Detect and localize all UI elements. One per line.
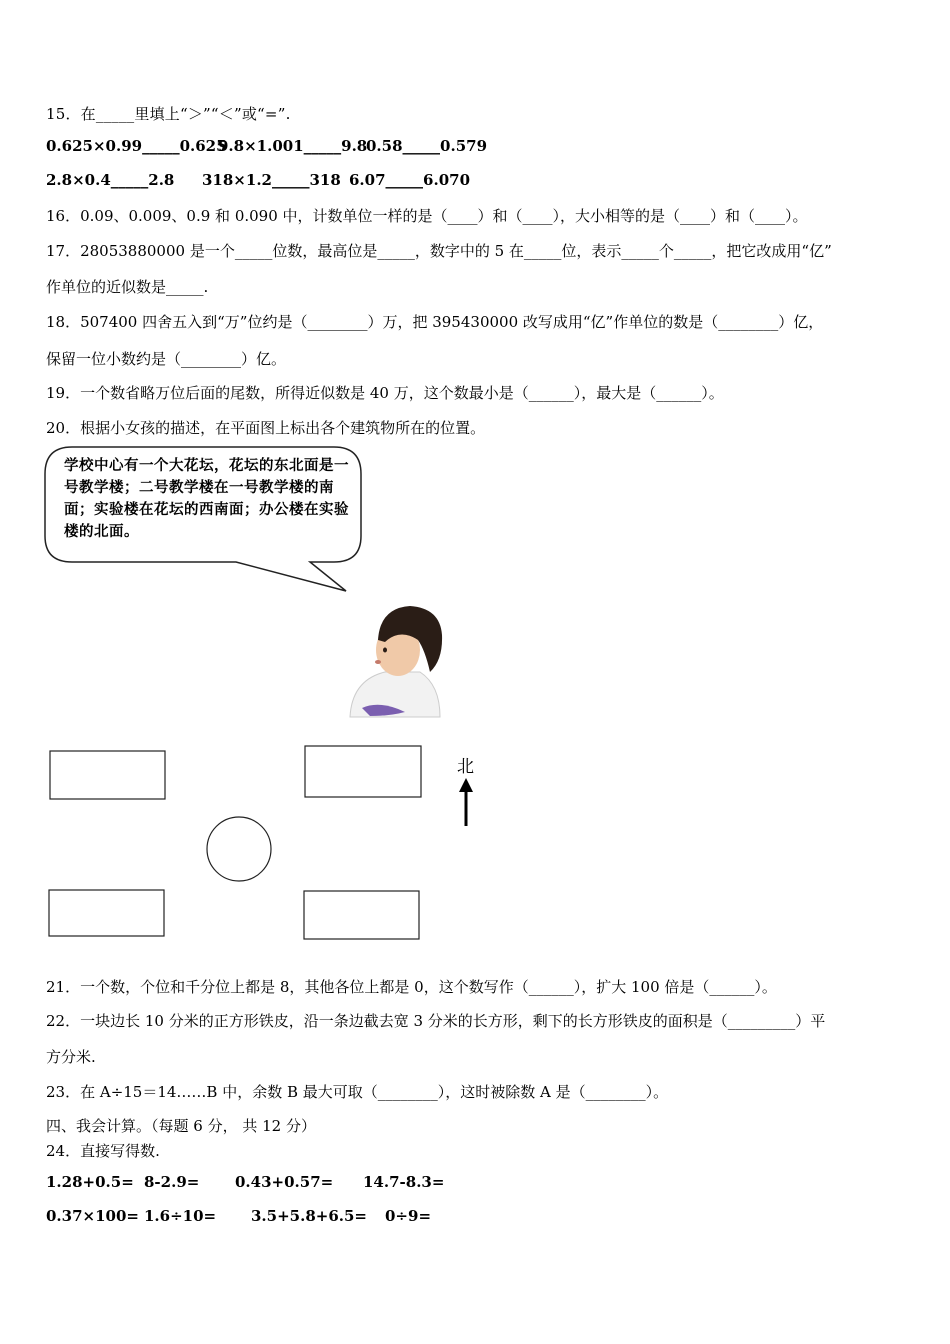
map-building-southwest	[49, 890, 164, 936]
map-flower-bed	[207, 817, 271, 881]
q24-item: 8-2.9=	[144, 1173, 200, 1191]
q24-item: 0.37×100=	[46, 1207, 139, 1225]
q17-line1: 17．28053880000 是一个_____位数，最高位是_____，数字中的 5 在_____位，表示_____个_____，把它改成用“亿”	[46, 242, 832, 260]
q24-row2	[46, 1207, 431, 1225]
q15-item: 9.8×1.001_____9.8	[218, 137, 368, 155]
q23-text: 23．在 A÷15＝14……B 中，余数 B 最大可取（________），这时被除数 A 是（________）。	[46, 1083, 669, 1101]
section-4-heading: 四、我会计算。（每题 6 分， 共 12 分）	[46, 1117, 316, 1135]
q24-item: 0÷9=	[385, 1207, 432, 1225]
q16-text: 16．0.09、0.009、0.9 和 0.090 中，计数单位一样的是（____）和（____），大小相等的是（____）和（____）。	[46, 207, 808, 225]
q15-item: 318×1.2_____318	[202, 171, 341, 189]
speech-text: 学校中心有一个大花坛，花坛的东北面是一号教学楼；二号教学楼在一号教学楼的南面；实验楼在花坛的西南面；办公楼在实验楼的北面。	[64, 458, 349, 540]
girl-illustration	[350, 606, 442, 717]
q22-line2: 方分米.	[46, 1048, 96, 1066]
q19-text: 19．一个数省略万位后面的尾数，所得近似数是 40 万，这个数最小是（______），最大是（______）。	[46, 384, 724, 402]
q15-item: 2.8×0.4_____2.8	[46, 171, 175, 189]
q15-item: 0.58_____0.579	[366, 137, 488, 155]
q24-item: 1.6÷10=	[144, 1207, 217, 1225]
map-building-northwest	[50, 751, 165, 799]
q21-text: 21．一个数，个位和千分位上都是 8，其他各位上都是 0，这个数写作（______），扩大 100 倍是（______）。	[46, 978, 777, 996]
q15-item: 6.07_____6.070	[349, 171, 471, 189]
q24-prompt: 24．直接写得数.	[46, 1142, 160, 1160]
q17-line2: 作单位的近似数是_____.	[46, 278, 209, 296]
q20-prompt: 20．根据小女孩的描述，在平面图上标出各个建筑物所在的位置。	[46, 419, 486, 437]
north-label: 北	[457, 757, 474, 777]
q24-item: 0.43+0.57=	[235, 1173, 334, 1191]
q22-line1: 22．一块边长 10 分米的正方形铁皮，沿一条边截去宽 3 分米的长方形，剩下的长方形铁皮的面积是（_________）平	[46, 1012, 826, 1030]
q24-item: 1.28+0.5=	[46, 1173, 134, 1191]
map-building-northeast	[305, 746, 421, 797]
q15-prompt: 15．在_____里填上“＞”“＜”或“=”.	[46, 105, 291, 123]
map-building-southeast	[304, 891, 419, 939]
q24-item: 14.7-8.3=	[363, 1173, 445, 1191]
q15-item: 0.625×0.99_____0.625	[46, 137, 227, 155]
q18-line1: 18．507400 四舍五入到“万”位约是（________）万，把 395430000 改写成用“亿”作单位的数是（________）亿，	[46, 313, 824, 331]
q18-line2: 保留一位小数约是（________）亿。	[46, 350, 287, 368]
north-arrow-icon	[459, 778, 473, 826]
q24-row1	[46, 1173, 444, 1191]
q24-item: 3.5+5.8+6.5=	[251, 1207, 367, 1225]
